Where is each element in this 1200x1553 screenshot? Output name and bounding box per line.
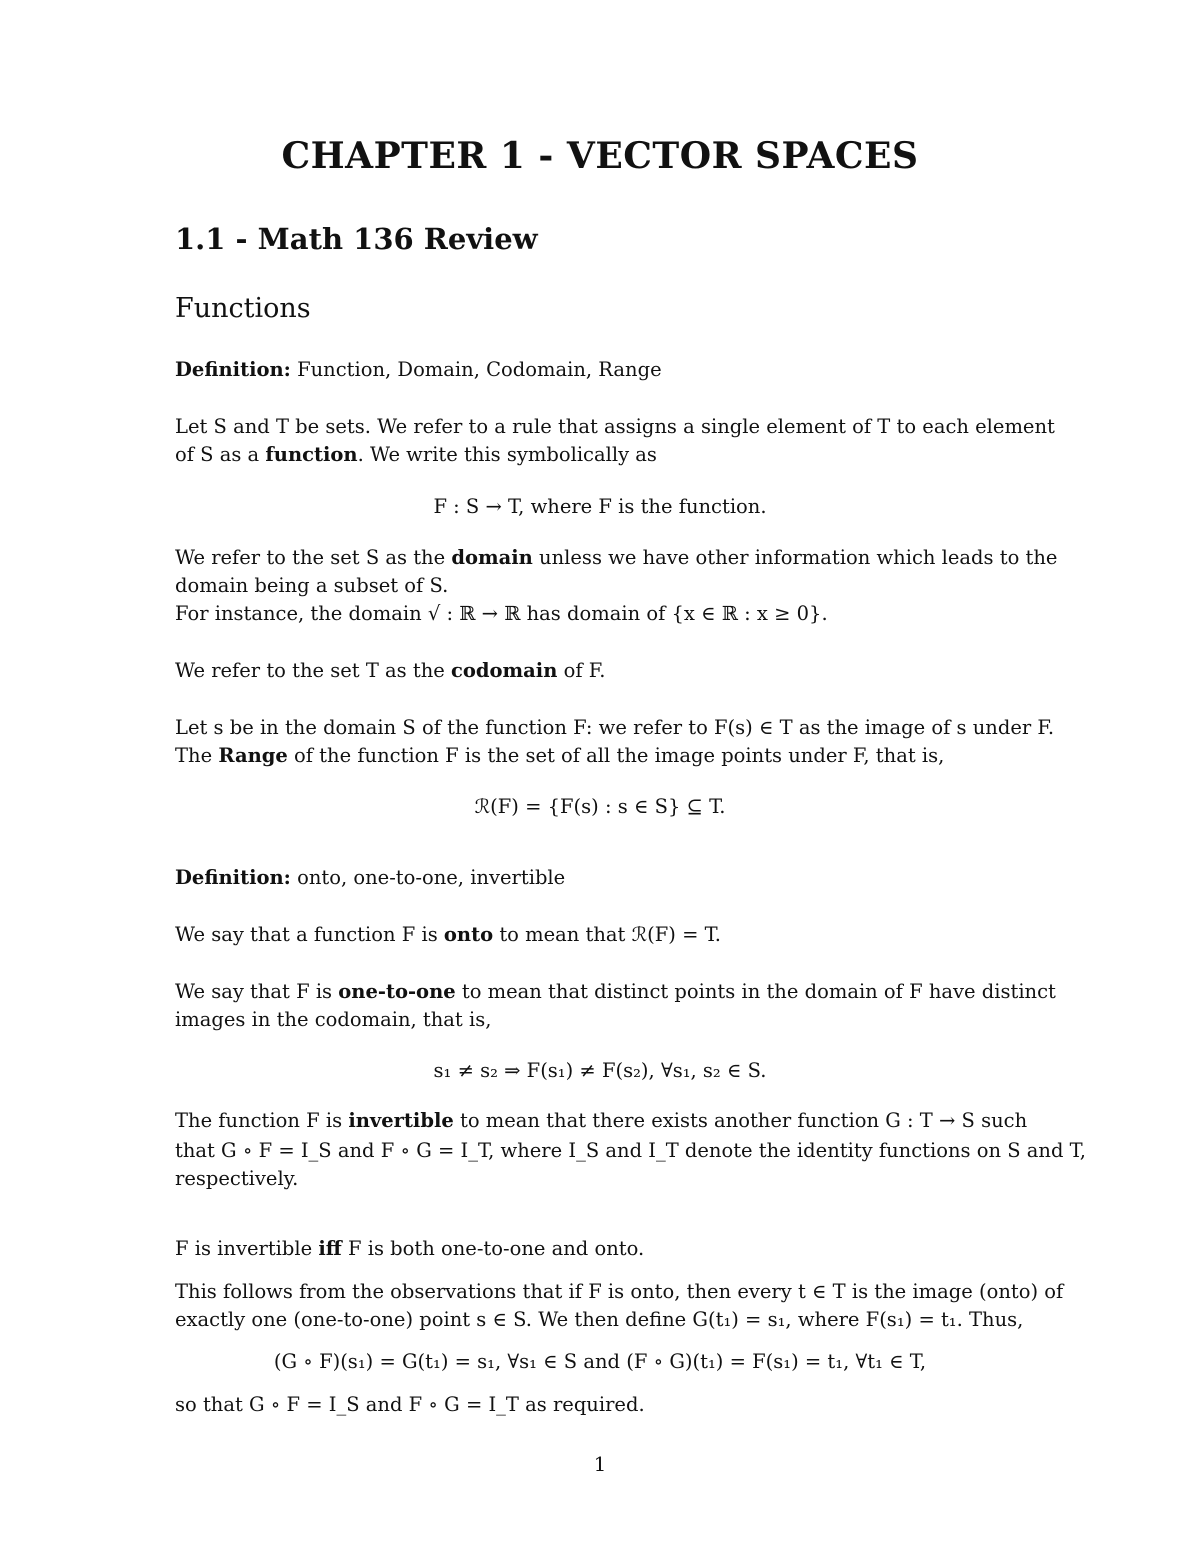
text-run: We say that a function F is [175, 923, 444, 946]
text-run: of F. [557, 659, 606, 682]
bold-term: iff [318, 1237, 342, 1260]
definition-label: Definition: [175, 358, 291, 381]
paragraph-line [175, 979, 1056, 1005]
equation-function: F : S → T, where F is the function. [433, 495, 767, 518]
bold-term: invertible [348, 1109, 454, 1132]
paragraph-line [175, 442, 657, 468]
paragraph-line [175, 743, 944, 769]
text-run: . We write this symbolically as [357, 443, 657, 466]
paragraph-line: exactly one (one-to-one) point s ∈ S. We then define G(t₁) = s₁, where F(s₁) = t₁. Thus, [175, 1308, 1024, 1331]
paragraph-line [175, 1236, 644, 1262]
paragraph-line [175, 658, 605, 684]
paragraph-line: respectively. [175, 1167, 299, 1190]
text-run: of the function F is the set of all the image points under F, that is, [287, 744, 945, 767]
paragraph-line: that G ∘ F = I_S and F ∘ G = I_T, where I_S and I_T denote the identity functions on S and T, [175, 1139, 1086, 1162]
text-run: F is both one-to-one and onto. [341, 1237, 645, 1260]
bold-term: function [265, 443, 358, 466]
text-run: to mean that there exists another function G : T → S such [453, 1109, 1028, 1132]
text-run: of S as a [175, 443, 266, 466]
section-title: 1.1 - Math 136 Review [175, 222, 538, 256]
bold-term: onto [443, 923, 494, 946]
subsection-title: Functions [175, 293, 311, 324]
paragraph-line: so that G ∘ F = I_S and F ∘ G = I_T as required. [175, 1393, 645, 1416]
definition-1 [175, 357, 662, 383]
text-run: F is invertible [175, 1237, 319, 1260]
definition-terms: Function, Domain, Codomain, Range [297, 358, 662, 381]
text-run: We refer to the set S as the [175, 546, 452, 569]
text-run: to mean that ℛ(F) = T. [493, 923, 721, 946]
text-run: We say that F is [175, 980, 339, 1003]
bold-term: Range [218, 744, 288, 767]
definition-terms: onto, one-to-one, invertible [297, 866, 566, 889]
equation-one-to-one: s₁ ≠ s₂ ⇒ F(s₁) ≠ F(s₂), ∀s₁, s₂ ∈ S. [433, 1059, 767, 1082]
paragraph-line [175, 1108, 1027, 1134]
chapter-title: CHAPTER 1 - VECTOR SPACES [281, 135, 919, 177]
bold-term: domain [451, 546, 533, 569]
paragraph-line: domain being a subset of S. [175, 574, 449, 597]
text-run: The [175, 744, 219, 767]
paragraph-line: For instance, the domain √ : ℝ → ℝ has domain of {x ∈ ℝ : x ≥ 0}. [175, 602, 828, 625]
equation-composition: (G ∘ F)(s₁) = G(t₁) = s₁, ∀s₁ ∈ S and (F ∘ G)(t₁) = F(s₁) = t₁, ∀t₁ ∈ T, [273, 1350, 927, 1373]
paragraph-line: Let s be in the domain S of the function F: we refer to F(s) ∈ T as the image of s under F. [175, 716, 1055, 739]
paragraph-line: Let S and T be sets. We refer to a rule that assigns a single element of T to each element [175, 415, 1055, 438]
text-run: The function F is [175, 1109, 349, 1132]
text-run: We refer to the set T as the [175, 659, 451, 682]
definition-label: Definition: [175, 866, 291, 889]
page-number: 1 [593, 1452, 607, 1476]
equation-range: ℛ(F) = {F(s) : s ∈ S} ⊆ T. [474, 795, 726, 818]
text-run: unless we have other information which leads to the [532, 546, 1058, 569]
paragraph-line: This follows from the observations that if F is onto, then every t ∈ T is the image (onto) of [175, 1280, 1064, 1303]
text-run: to mean that distinct points in the domain of F have distinct [455, 980, 1056, 1003]
paragraph-line [175, 545, 1057, 571]
bold-term: codomain [451, 659, 558, 682]
paragraph-line [175, 922, 721, 948]
paragraph-line: images in the codomain, that is, [175, 1008, 492, 1031]
definition-2 [175, 865, 565, 891]
bold-term: one-to-one [338, 980, 456, 1003]
